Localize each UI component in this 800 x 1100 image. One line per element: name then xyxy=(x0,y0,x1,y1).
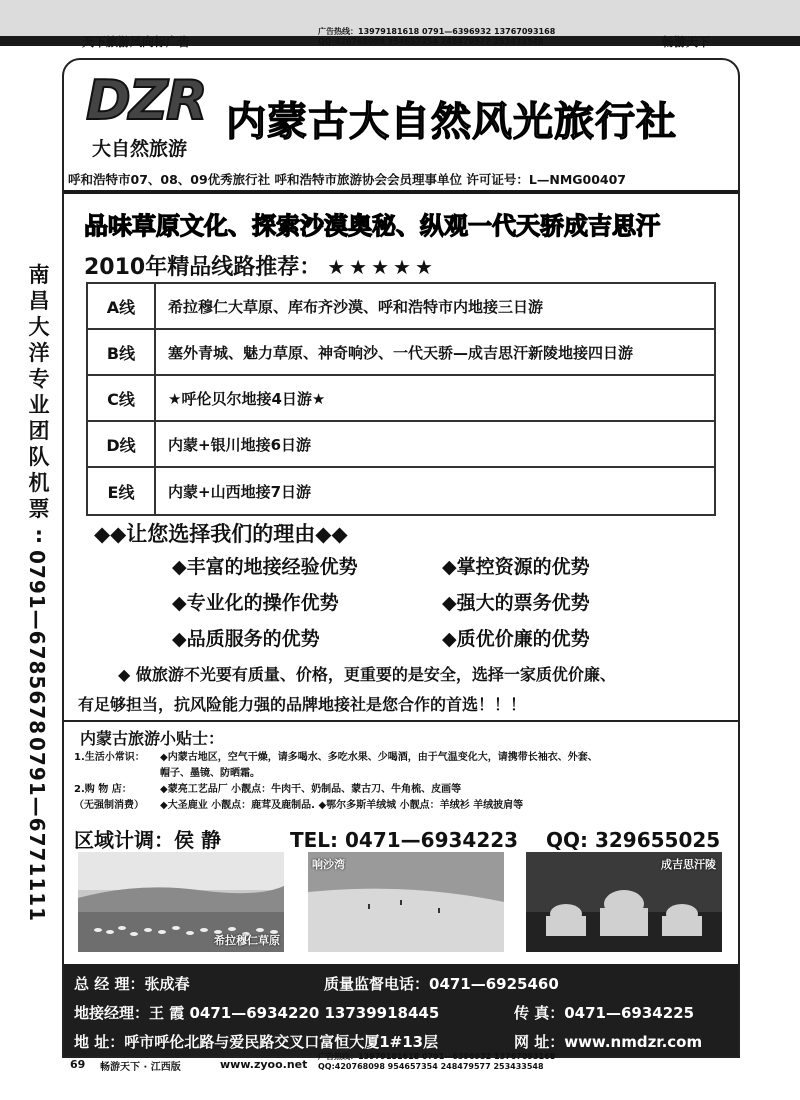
route-row xyxy=(88,468,714,514)
reason-item: ◆丰富的地接经验优势 xyxy=(172,556,358,578)
divider xyxy=(64,720,740,722)
route-desc: 希拉穆仁大草原、库布齐沙漠、呼和浩特市内地接三日游 xyxy=(168,297,544,316)
ad-card xyxy=(62,58,740,1058)
logo-subtitle: 大自然旅游 xyxy=(92,138,188,160)
footer-quality-tel: 质量监督电话：0471—6925460 xyxy=(324,975,559,993)
photo-mausoleum xyxy=(526,852,722,952)
rating-stars: ★★★★★ xyxy=(327,255,437,279)
route-code: C线 xyxy=(88,376,156,420)
page-footer xyxy=(0,1048,800,1100)
sidebar-ad xyxy=(22,262,56,922)
bottom-ad-info xyxy=(318,1052,555,1072)
footer-fax: 传 真：0471—6934225 xyxy=(514,1004,695,1022)
route-row xyxy=(88,422,714,468)
footer-manager: 总 经 理：张成春 xyxy=(74,975,190,993)
routes-title: 2010年精品线路推荐： xyxy=(84,255,322,280)
tip-text: ◆内蒙古地区，空气干燥，请多喝水、多吃水果、少喝酒，由于气温变化大，请携带长袖衣、外套、 xyxy=(160,752,598,763)
page-header xyxy=(0,0,800,56)
route-desc: 内蒙+银川地接6日游 xyxy=(168,435,312,454)
photo-grassland xyxy=(78,852,284,952)
reason-item: ◆质优价廉的优势 xyxy=(442,628,590,650)
magazine-name: 畅游天下 · 江西版 xyxy=(100,1062,181,1073)
reasons-list xyxy=(172,552,672,649)
reason-item: ◆掌控资源的优势 xyxy=(442,556,590,578)
tip-label xyxy=(74,766,160,782)
header-right-title: 畅游天下 xyxy=(662,35,711,49)
sidebar-text xyxy=(22,262,56,548)
sidebar-char: : xyxy=(34,523,44,547)
sidebar-char: 业 xyxy=(28,393,50,417)
tip-label: 2.购 物 店： xyxy=(74,784,132,795)
logo-mark: DZR xyxy=(86,69,206,132)
reasons-heading: ◆◆让您选择我们的理由◆◆ xyxy=(94,522,348,546)
bottom-ad-line2: QQ:420768098 954657354 248479577 253433548 xyxy=(318,1062,544,1071)
paragraph-line-2: 有足够担当，抗风险能力强的品牌地接社是您合作的首选！！！ xyxy=(78,695,527,714)
company-logo xyxy=(86,69,226,168)
footer-ground-manager: 地接经理：王 霞 0471—6934220 13739918445 xyxy=(74,1004,440,1022)
tip-label: （无强制消费） xyxy=(74,800,144,811)
sidebar-phone-1: 0791—6785678 xyxy=(25,550,49,736)
photo-label: 希拉穆仁草原 xyxy=(214,934,280,947)
sidebar-char: 洋 xyxy=(28,341,50,365)
route-code: B线 xyxy=(88,330,156,374)
page-number: 69 xyxy=(70,1058,86,1071)
tip-row xyxy=(74,798,734,814)
tip-text: ◆大圣鹿业 小靓点：鹿茸及鹿制品. ◆鄂尔多斯羊绒城 小靓点：羊绒衫 羊绒披肩等 xyxy=(160,800,524,811)
contact-qq: QQ: 329655025 xyxy=(546,828,721,852)
header-ad-line1: 广告热线：13979181618 0791—6396932 13767093168 xyxy=(318,27,556,36)
tips-list xyxy=(74,750,734,814)
footer-address: 地 址：呼市呼伦北路与爱民路交叉口富恒大厦1#13层 xyxy=(74,1033,439,1051)
routes-heading xyxy=(84,250,437,281)
magazine-site: www.zyoo.net xyxy=(220,1058,308,1071)
route-desc: 内蒙+山西地接7日游 xyxy=(168,482,312,501)
reason-item: ◆专业化的操作优势 xyxy=(172,592,339,614)
tip-text: ◆蒙亮工艺品厂 小靓点：牛肉干、奶制品、蒙古刀、牛角梳、皮画等 xyxy=(160,784,462,795)
tip-row xyxy=(74,750,734,766)
sidebar-char: 团 xyxy=(28,419,50,443)
header-ad-info xyxy=(318,27,555,47)
slogan: 品味草原文化、探索沙漠奥秘、纵观一代天骄成吉思汗 xyxy=(84,212,660,240)
bottom-ad-line1: 广告热线：13979181618 0791—6396932 13767093168 xyxy=(318,1052,556,1061)
tip-label: 1.生活小常识： xyxy=(74,752,145,763)
contact-name: 区域计调：侯 静 xyxy=(74,828,221,852)
route-row xyxy=(88,330,714,376)
photo-label: 成吉思汗陵 xyxy=(661,858,716,871)
photo-sand-bay xyxy=(308,852,504,952)
header-ad-line2: QQ:420768098 954657354 248479577 253433548 xyxy=(318,37,544,46)
footer-website: 网 址：www.nmdzr.com xyxy=(514,1033,703,1051)
route-code: D线 xyxy=(88,422,156,466)
footer-contacts xyxy=(64,964,740,1058)
photo-strip xyxy=(78,852,738,960)
paragraph-line-1: ◆ 做旅游不光要有质量、价格，更重要的是安全，选择一家质优价廉、 xyxy=(118,665,616,684)
tip-text: 帽子、墨镜、防晒霜。 xyxy=(160,768,260,779)
route-desc: ★呼伦贝尔地接4日游★ xyxy=(168,389,326,408)
sidebar-char: 专 xyxy=(28,367,50,391)
footer-row xyxy=(74,970,732,999)
footer-row xyxy=(74,999,732,1028)
divider xyxy=(64,190,740,194)
route-row xyxy=(88,376,714,422)
sidebar-char: 机 xyxy=(28,471,50,495)
contact-tel: TEL: 0471—6934223 xyxy=(290,828,519,852)
sidebar-char: 南 xyxy=(28,263,50,287)
reason-item: ◆品质服务的优势 xyxy=(172,628,320,650)
sidebar-char: 昌 xyxy=(28,289,50,313)
routes-table xyxy=(86,282,716,516)
tip-row xyxy=(74,782,734,798)
selling-paragraph xyxy=(78,660,738,720)
company-name: 内蒙古大自然风光旅行社 xyxy=(226,99,677,145)
photo-label: 响沙湾 xyxy=(312,858,345,871)
header-left-title: 天下旅游风向标广告 xyxy=(82,35,191,49)
route-desc: 塞外青城、魅力草原、神奇响沙、一代天骄—成吉思汗新陵地接四日游 xyxy=(168,343,634,362)
company-intro: 呼和浩特市07、08、09优秀旅行社 呼和浩特市旅游协会会员理事单位 许可证号：L—NMG00407 xyxy=(68,172,627,187)
route-row xyxy=(88,284,714,330)
sidebar-phone-2: 0791—6771111 xyxy=(25,737,49,923)
tips-title: 内蒙古旅游小贴士： xyxy=(80,729,225,748)
sidebar-char: 大 xyxy=(28,315,50,339)
route-code: E线 xyxy=(88,468,156,514)
sidebar-char: 票 xyxy=(28,497,50,521)
sidebar-char: 队 xyxy=(28,445,50,469)
tip-row xyxy=(74,766,734,782)
reason-item: ◆强大的票务优势 xyxy=(442,592,590,614)
route-code: A线 xyxy=(88,284,156,328)
contact-line xyxy=(74,824,734,853)
